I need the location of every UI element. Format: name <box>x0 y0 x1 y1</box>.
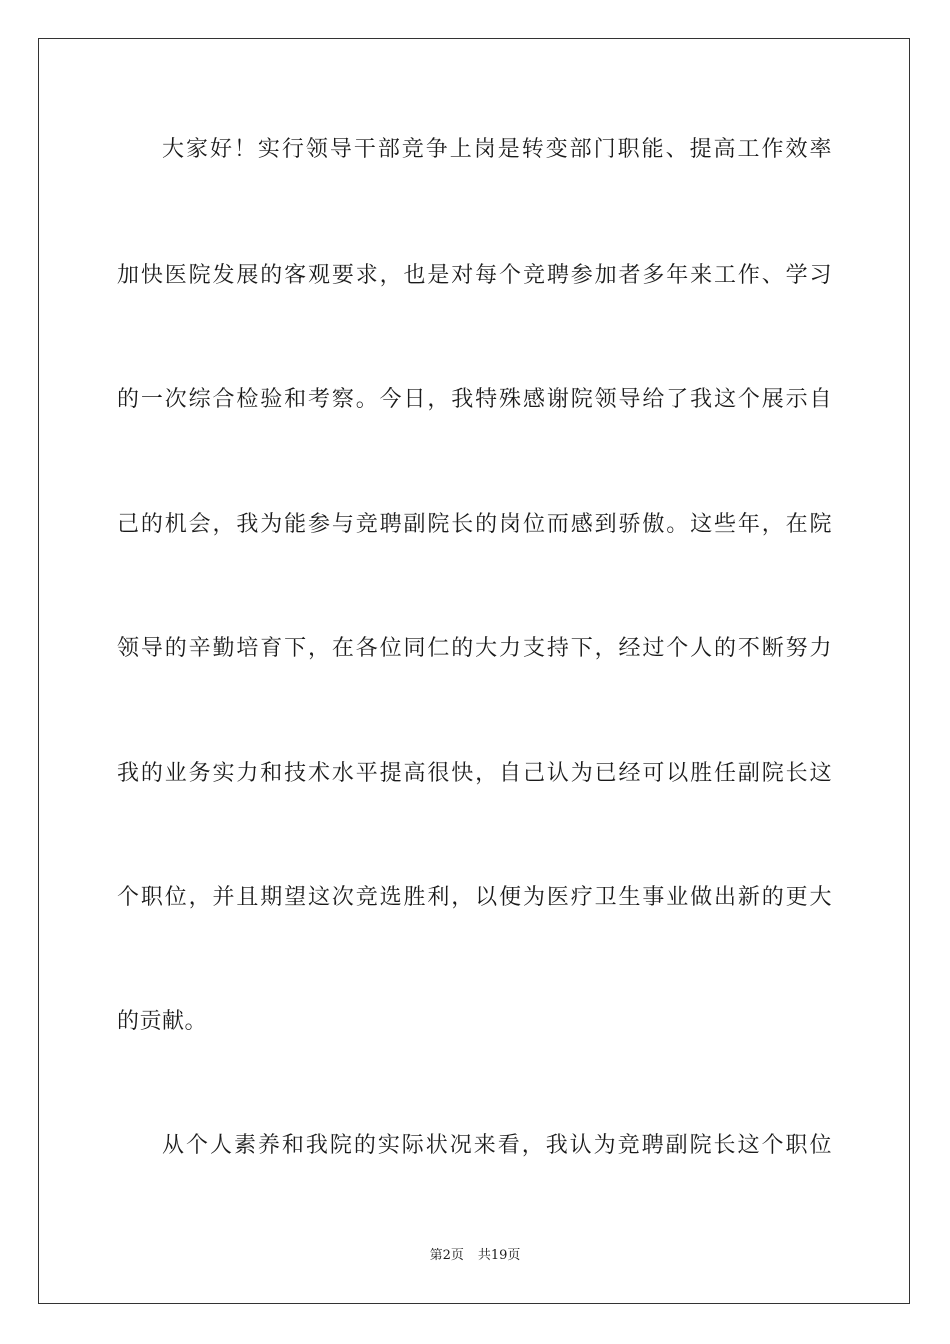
paragraph-line: 我的业务实力和技术水平提高很快，自己认为已经可以胜任副院长这 <box>117 761 832 786</box>
page-total: 共19页 <box>477 1248 521 1263</box>
paragraph-line: 的一次综合检验和考察。今日，我特殊感谢院领导给了我这个展示自 <box>117 387 832 412</box>
paragraph-line: 个职位，并且期望这次竞选胜利，以便为医疗卫生事业做出新的更大 <box>117 885 832 910</box>
page-footer <box>0 1247 950 1265</box>
paragraph-line: 加快医院发展的客观要求，也是对每个竞聘参加者多年来工作、学习 <box>117 263 832 288</box>
paragraph-line: 从个人素养和我院的实际状况来看，我认为竞聘副院长这个职位 <box>162 1133 832 1158</box>
page-border <box>38 38 910 1304</box>
paragraph-line: 大家好！实行领导干部竞争上岗是转变部门职能、提高工作效率 <box>162 137 832 162</box>
paragraph-line: 的贡献。 <box>117 1009 208 1034</box>
paragraph-line: 领导的辛勤培育下，在各位同仁的大力支持下，经过个人的不断努力 <box>117 636 832 661</box>
page-number: 第2页 <box>429 1248 464 1263</box>
paragraph-line: 己的机会，我为能参与竞聘副院长的岗位而感到骄傲。这些年，在院 <box>117 512 832 537</box>
